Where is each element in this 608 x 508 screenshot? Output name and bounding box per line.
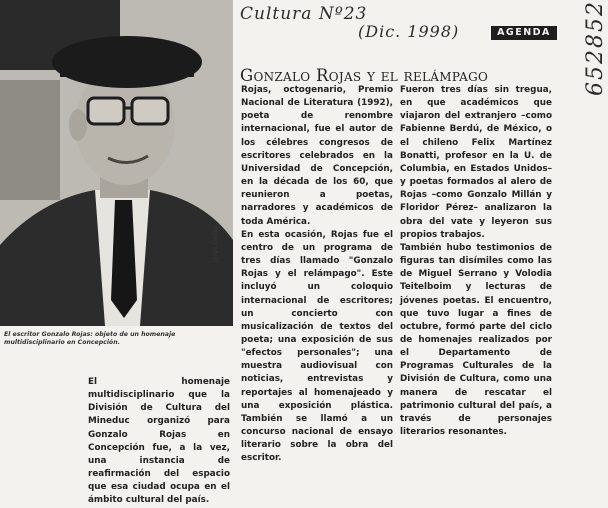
article-headline: Gonzalo Rojas y el relámpago xyxy=(240,66,489,85)
handwritten-title: Cultura Nº23 xyxy=(240,4,368,24)
cap-band xyxy=(60,55,194,77)
handwritten-date: (Dic. 1998) xyxy=(358,22,460,41)
paragraph: Fueron tres días sin tregua, en que académicos que viajaron del extranjero –como Fabienne Berdú, de México, o el chileno Felix Martínez Bonatti, profesor en la U. de Columbia, en Estados Unidos– y poetas formados al alero de Rojas –como Gonzalo Millán y Floridor Pérez– analizaron la obra del vate y leyeron sus propios trabajos. xyxy=(400,85,552,240)
paragraph: También hubo testimonios de figuras tan disímiles como las de Miguel Serrano y Volodia Teitelboim y lecturas de jóvenes poetas. El encuentro, que tuvo lugar a fines de octubre, formó parte del ciclo de homenajes realizados por el Departamento de Programas Culturales de la División de Cultura, como una manera de rescatar el patrimonio cultural del país, a través de personajes literarios resonantes. xyxy=(400,242,552,438)
handwritten-archive-number: 652852 xyxy=(583,0,608,96)
article-lead-column xyxy=(88,376,230,508)
section-badge: AGENDA xyxy=(491,26,557,40)
paragraph: El homenaje multidisciplinario que la División de Cultura del Mineduc organizó para Gonzalo Rojas en Concepción fue, a la vez, una instancia de reafirmación del espacio que esa ciudad ocupa en el ámbito cultural del país. xyxy=(88,377,230,506)
photo-credit: Jorge Gaitea xyxy=(212,225,219,262)
glasses-left xyxy=(88,98,124,124)
paragraph: En esta ocasión, Rojas fue el centro de un programa de tres días llamado "Gonzalo Rojas y el relámpago". Este incluyó un coloquio internacional de escritores; un concierto con musicalización de textos del poeta; una exposición de sus "efectos personales"; una muestra audiovisual con noticias, entrevistas y reportajes al homenajeado y una exposición plástica. También se llamó a un concurso nacional de ensayo literario sobre la obra del escritor. xyxy=(241,229,393,464)
author-photo xyxy=(0,0,233,326)
glasses-right xyxy=(132,98,168,124)
author-photo-drawing xyxy=(0,0,233,326)
article-column-2 xyxy=(400,84,552,439)
article-column-1 xyxy=(241,84,393,466)
paragraph: Rojas, octogenario, Premio Nacional de Literatura (1992), poeta de renombre internacional, fue el autor de los célebres congresos de escritores celebrados en la Universidad de Concepción, en la década de los 60, que reunieron a poetas, narradores y académicos de toda América. xyxy=(241,85,393,227)
background-figure xyxy=(0,80,60,200)
ear xyxy=(69,109,87,141)
photo-caption: El escritor Gonzalo Rojas: objeto de un homenaje multidisciplinario en Concepción. xyxy=(4,331,176,347)
